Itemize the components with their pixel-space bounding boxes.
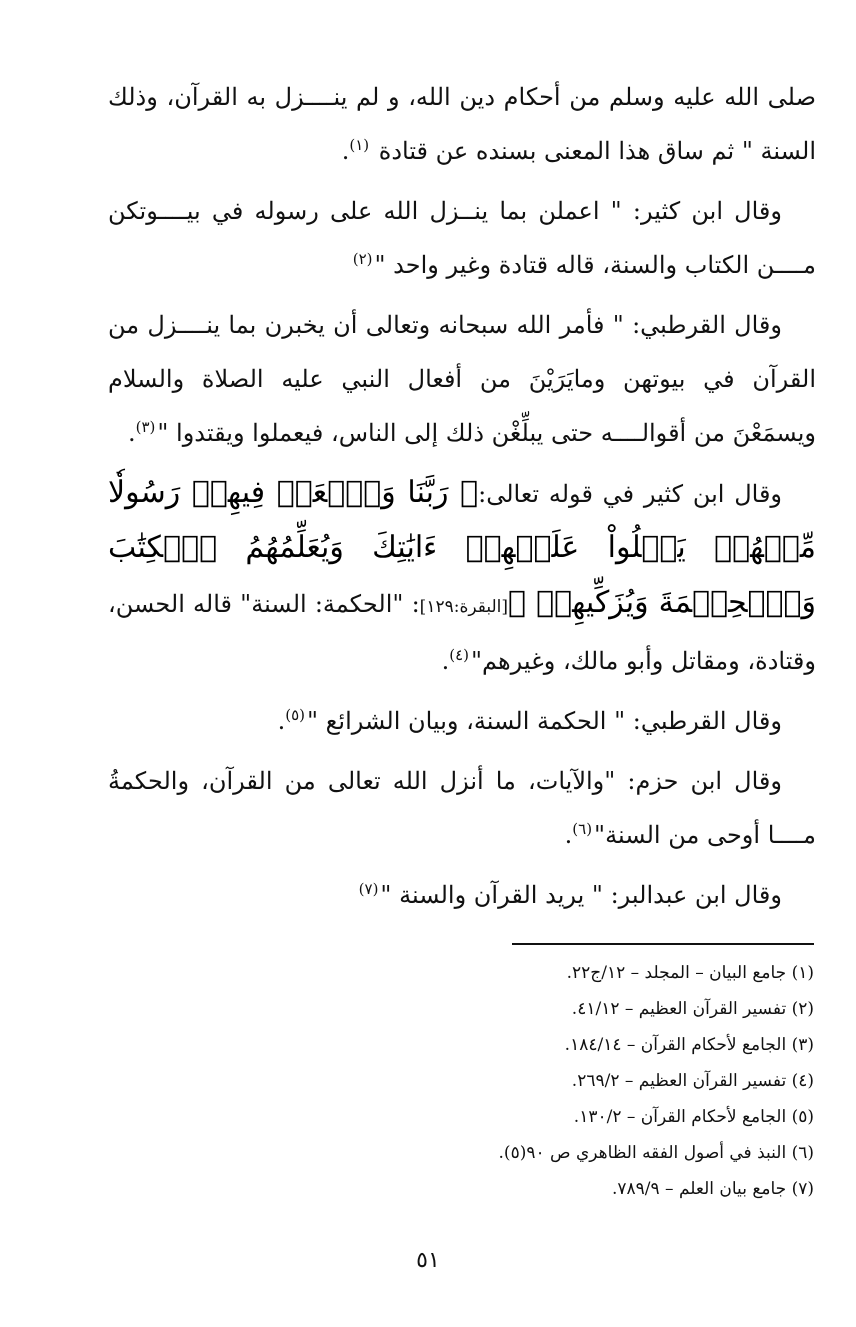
footnote-item: (٤) تفسير القرآن العظيم – ٢٦٩/٢. xyxy=(571,1071,814,1091)
paragraph-tail: . xyxy=(441,647,450,675)
paragraph-1 xyxy=(108,70,816,178)
paragraph-text: وقال القرطبي: " الحكمة السنة، وبيان الشرائع " xyxy=(306,707,782,735)
paragraph-text: وقال ابن عبدالبر: " يريد القرآن والسنة " xyxy=(380,881,782,909)
paragraph-tail: . xyxy=(277,707,286,735)
paragraph-tail: . xyxy=(127,419,136,447)
footnotes-list xyxy=(430,955,814,1207)
footnote-marker-4: (٤) xyxy=(449,646,470,664)
paragraph-text: وقال ابن كثير: " اعملن بما ينــزل الله على رسوله في بيــــوتكن مــــن الكتاب والسنة، قاله قتادة وغير واحد " xyxy=(108,197,816,279)
quran-brace-open: ﴿ xyxy=(460,475,479,510)
paragraph-7 xyxy=(108,868,816,922)
footnote-item: (٥) الجامع لأحكام القرآن – ١٣٠/٢. xyxy=(573,1107,814,1127)
footnote-item: (٣) الجامع لأحكام القرآن – ١٨٤/١٤. xyxy=(564,1035,814,1055)
paragraph-5 xyxy=(108,694,816,748)
footnote-marker-6: (٦) xyxy=(572,820,593,838)
paragraph-6 xyxy=(108,754,816,862)
footnote-marker-7: (٧) xyxy=(358,880,379,898)
paragraph-tail: . xyxy=(564,821,573,849)
footnote-divider xyxy=(512,943,814,945)
paragraph-intro: وقال ابن كثير في قوله تعالى: xyxy=(478,480,783,508)
paragraph-text: وقال ابن حزم: "والآيات، ما أنزل الله تعالى من القرآن، والحكمةُ مــــا أوحى من السنة" xyxy=(108,767,816,849)
paragraph-4 xyxy=(108,466,816,688)
paragraph-text: صلى الله عليه وسلم من أحكام دين الله، و لم ينــــزل به القرآن، وذلك السنة " ثم ساق هذا المعنى بسنده عن قتادة xyxy=(108,83,816,165)
footnote-marker-5: (٥) xyxy=(285,706,305,724)
paragraph-3 xyxy=(108,298,816,460)
paragraph-text: وقال القرطبي: " فأمر الله سبحانه وتعالى أن يخبرن بما ينــــزل من القرآن في بيوتهن ومايَرَيْنَ من أفعال النبي عليه الصلاة والسلام ويسمَعْنَ من أقوالــــه حتى يبلِّغْن ذلك إلى الناس، فيعملوا ويقتدوا " xyxy=(108,311,816,447)
quran-verse: رَبَّنَا وَٱبۡعَثۡ فِيهِمۡ رَسُولٗا مِّنۡهُمۡ يَتۡلُواْ عَلَيۡهِمۡ ءَايَٰتِكَ وَيُعَلِّمُهُمُ ٱلۡكِتَٰبَ وَٱلۡحِكۡمَةَ وَيُزَكِّيهِمۡ xyxy=(108,475,816,620)
quran-brace-close: ﴾ xyxy=(508,585,527,620)
paragraph-text: : "الحكمة: السنة" قاله الحسن، وقتادة، ومقاتل وأبو مالك، وغيرهم" xyxy=(108,590,816,675)
page-body xyxy=(108,70,816,928)
page-number: ٥١ xyxy=(416,1248,440,1273)
footnote-marker-2: (٢) xyxy=(352,250,373,268)
paragraph-2 xyxy=(108,184,816,292)
footnote-marker-1: (١) xyxy=(349,136,370,154)
footnote-item: (٢) تفسير القرآن العظيم – ٤١/١٢. xyxy=(571,999,814,1019)
footnote-marker-3: (٣) xyxy=(135,418,156,436)
footnote-item: (١) جامع البيان – المجلد – ١٢/ج٢٢. xyxy=(566,963,814,983)
verse-reference: [البقرة:١٢٩] xyxy=(419,597,508,617)
footnote-item: (٦) النبذ في أصول الفقه الظاهري ص ٩٠(٥). xyxy=(498,1143,814,1163)
paragraph-tail: . xyxy=(341,137,350,165)
footnote-item: (٧) جامع بيان العلم – ٧٨٩/٩. xyxy=(611,1179,814,1199)
